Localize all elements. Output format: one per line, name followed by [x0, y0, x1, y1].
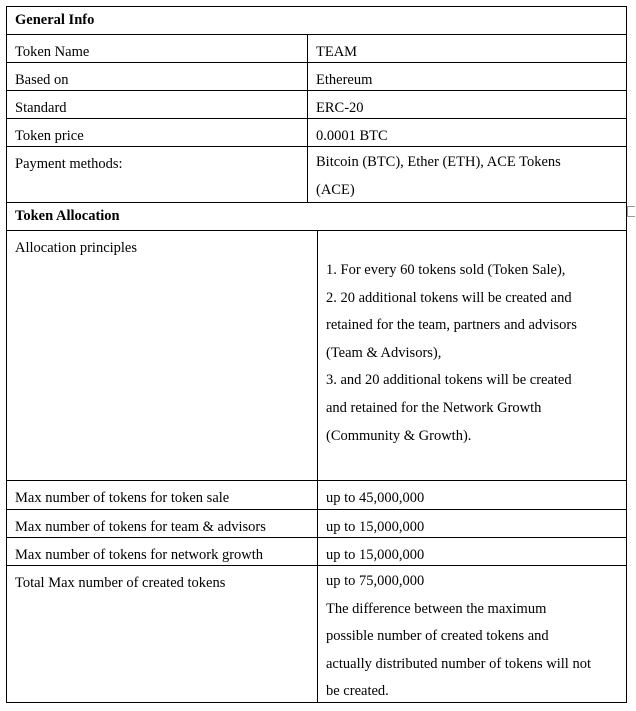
total-max-value: up to 75,000,000 The difference between the maximum possible number of created tokens and actually distributed number of tokens will not be created. — [317, 566, 626, 702]
token-price-label: Token price — [15, 128, 84, 144]
table-row — [6, 34, 627, 62]
allocation-principles-label: Allocation principles — [15, 240, 138, 256]
table-row — [6, 90, 627, 118]
token-name-value: TEAM — [307, 35, 626, 62]
payment-methods-label: Payment methods: — [15, 156, 123, 172]
table-row — [6, 118, 627, 146]
table-row — [6, 230, 627, 480]
max-network-growth-label: Max number of tokens for network growth — [15, 547, 264, 563]
general-info-heading: General Info — [15, 12, 95, 28]
table-row — [6, 146, 627, 202]
general-info-header-row — [6, 6, 627, 34]
max-token-sale-value: up to 45,000,000 — [317, 481, 626, 509]
token-info-table — [6, 6, 627, 703]
table-row — [6, 565, 627, 703]
standard-value: ERC-20 — [307, 91, 626, 118]
total-max-label: Total Max number of created tokens — [15, 575, 226, 591]
allocation-principles-value: 1. For every 60 tokens sold (Token Sale), 2. 20 additional tokens will be created and retained for the team, partners and advisors (Team & Advisors), 3. and 20 additional tokens will be created and retained for the Network Growth (Community & Growth). — [317, 231, 626, 480]
table-row — [6, 62, 627, 90]
table-row — [6, 537, 627, 565]
table-row — [6, 480, 627, 509]
table-row — [6, 509, 627, 537]
table-resize-handle — [627, 206, 635, 217]
token-allocation-heading: Token Allocation — [15, 208, 120, 224]
based-on-value: Ethereum — [307, 63, 626, 90]
standard-label: Standard — [15, 100, 67, 116]
max-network-growth-value: up to 15,000,000 — [317, 538, 626, 565]
based-on-label: Based on — [15, 72, 69, 88]
payment-methods-value: Bitcoin (BTC), Ether (ETH), ACE Tokens (ACE) — [307, 147, 626, 202]
token-name-label: Token Name — [15, 44, 90, 60]
max-team-advisors-value: up to 15,000,000 — [317, 510, 626, 537]
max-team-advisors-label: Max number of tokens for team & advisors — [15, 519, 266, 535]
token-price-value: 0.0001 BTC — [307, 119, 626, 146]
max-token-sale-label: Max number of tokens for token sale — [15, 490, 230, 506]
token-allocation-header-row — [6, 202, 627, 230]
